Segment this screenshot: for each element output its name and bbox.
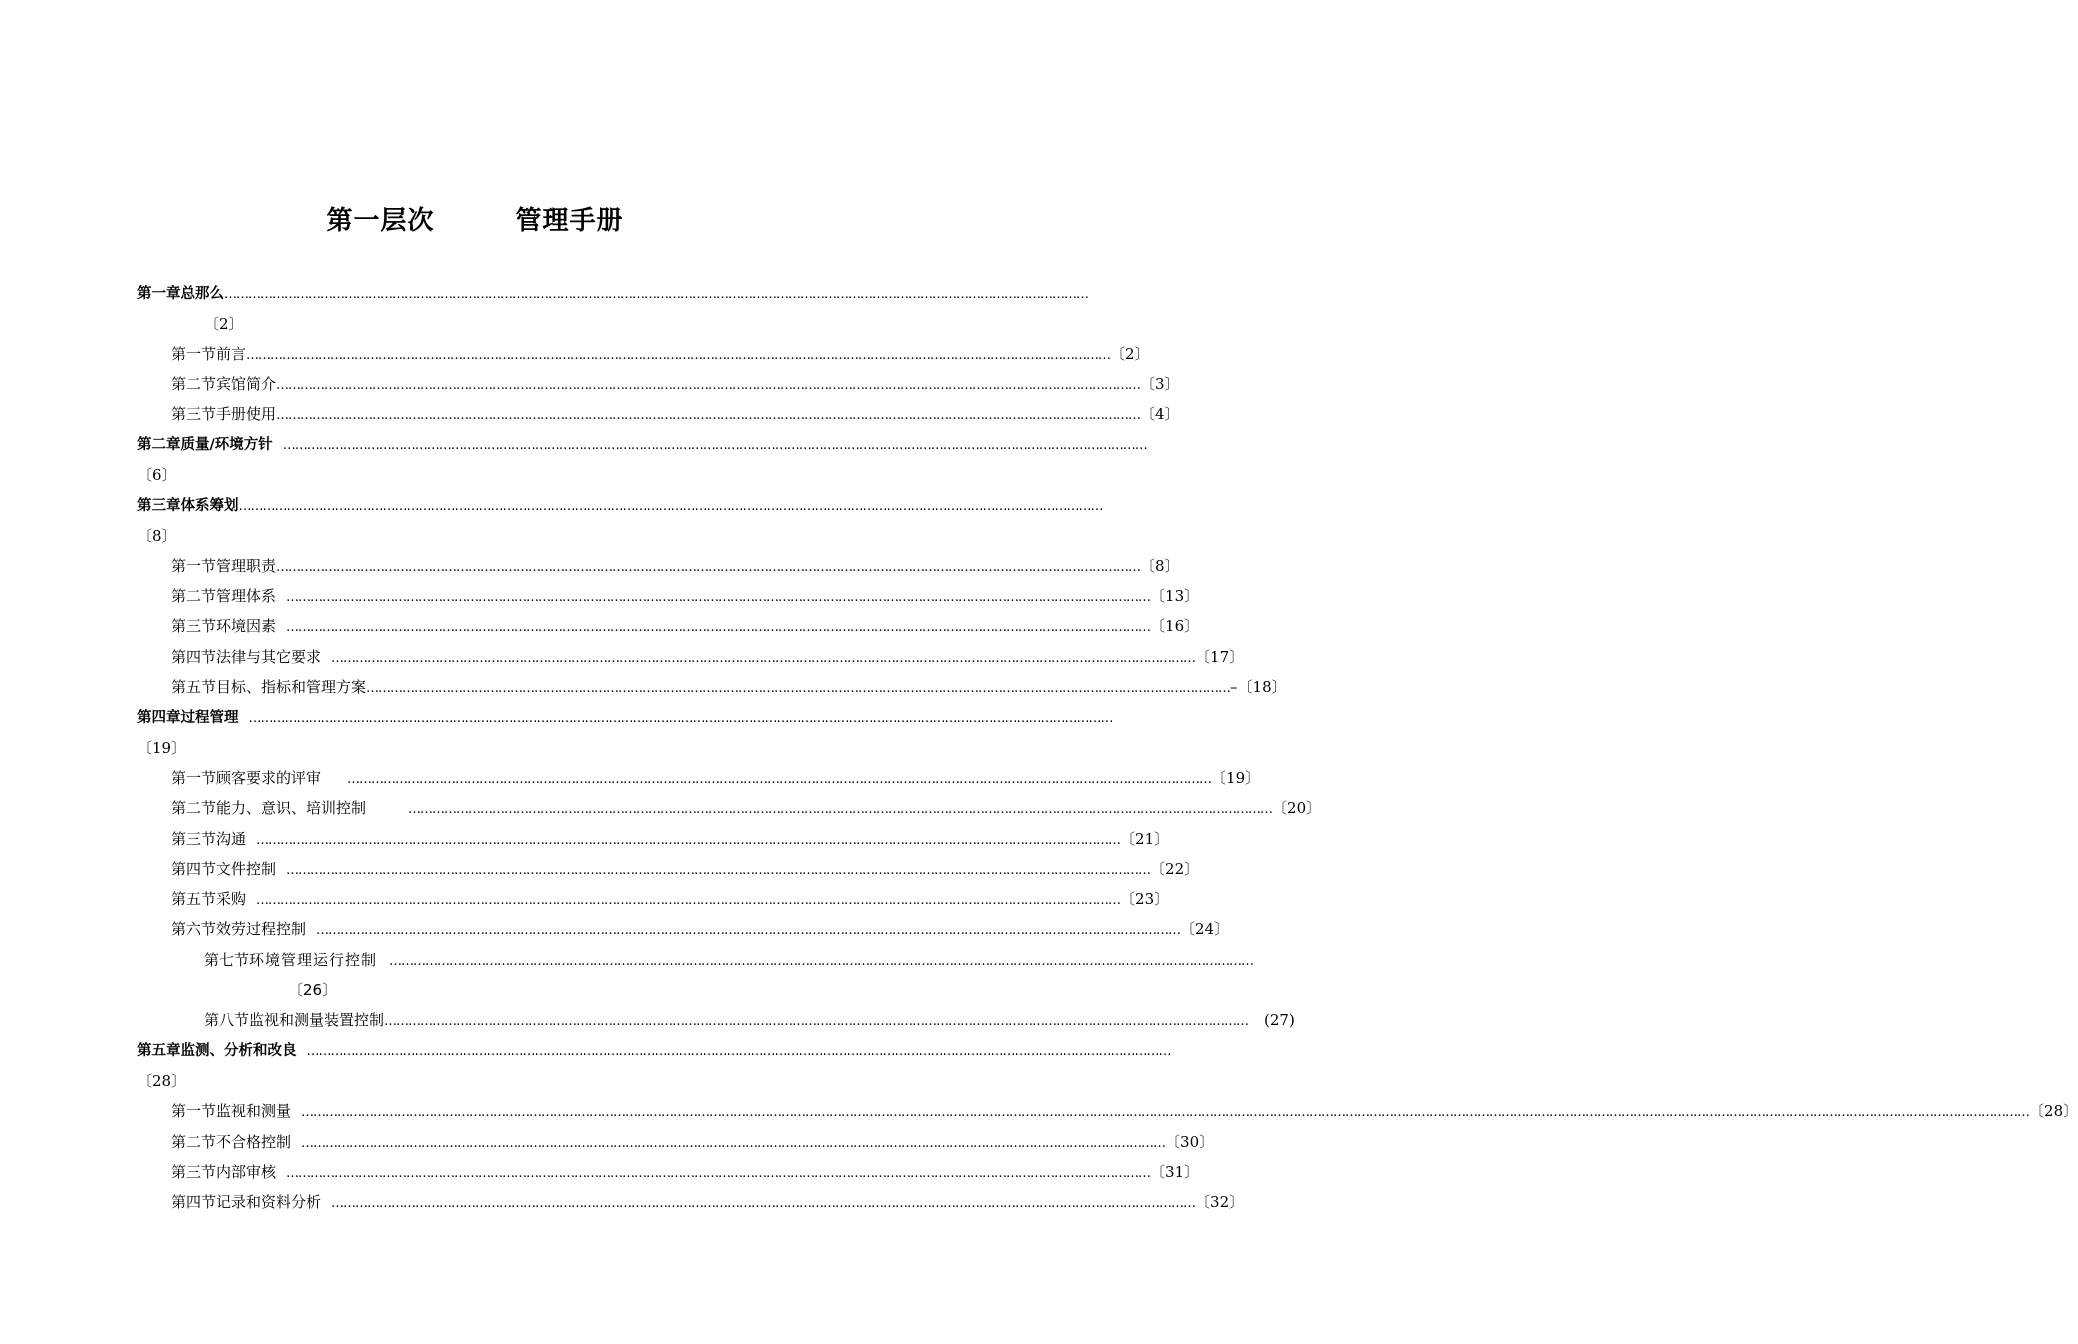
toc-section-1-1[interactable] xyxy=(171,343,1150,365)
toc-section-4-4[interactable] xyxy=(171,858,1200,880)
toc-section-4-1[interactable] xyxy=(171,767,1261,789)
section-title: 沟通 xyxy=(216,830,247,848)
toc-section-4-7[interactable] xyxy=(204,949,1254,971)
toc-section-5-1[interactable] xyxy=(171,1100,2078,1122)
chapter-number: 第四章 xyxy=(137,710,181,726)
document-title: 第一层次 管理手册 xyxy=(326,206,624,236)
toc-section-3-1[interactable] xyxy=(171,555,1180,577)
toc-section-3-2[interactable] xyxy=(171,585,1200,607)
section-number: 第四节 xyxy=(171,1193,217,1211)
chapter-title: 体系筹划 xyxy=(180,498,239,514)
section-number: 第二节 xyxy=(171,799,217,817)
toc-chapter-1[interactable] xyxy=(137,283,1088,305)
section-title: 环境管理运行控制 xyxy=(249,951,378,969)
section-number: 第三节 xyxy=(171,830,217,848)
toc-chapter-4[interactable] xyxy=(137,707,1113,729)
dot-leader: ……………………………………………………………………………………………………………………………………………………………………………………………… xyxy=(282,438,1147,453)
section-title: 法律与其它要求 xyxy=(216,648,322,666)
toc-section-4-8[interactable] xyxy=(204,1009,1295,1031)
section-number: 第四节 xyxy=(171,860,217,878)
dot-leader: ……………………………………………………………………………………………………………………………………………………………………………………………… xyxy=(238,499,1103,514)
section-title: 文件控制 xyxy=(216,860,277,878)
page-number: 〔16〕 xyxy=(1150,617,1200,635)
page-number: 〔3〕 xyxy=(1140,375,1180,393)
dot-leader: ……………………………………………………………………………………………………………………………………………………………………………………………… xyxy=(276,408,1141,423)
section-title: 管理体系 xyxy=(216,587,277,605)
page-number: 〔31〕 xyxy=(1150,1163,1200,1181)
toc-section-3-3[interactable] xyxy=(171,615,1200,637)
page-number: 〔18〕 xyxy=(1237,678,1287,696)
toc-section-4-5[interactable] xyxy=(171,888,1170,910)
toc-section-5-3[interactable] xyxy=(171,1161,1200,1183)
toc-chapter-4-page: 〔19〕 xyxy=(137,739,187,757)
section-title: 监视和测量装置控制 xyxy=(249,1011,385,1029)
section-number: 第八节 xyxy=(204,1011,250,1029)
page-number: 〔21〕 xyxy=(1120,830,1170,848)
page-number: 〔13〕 xyxy=(1150,587,1200,605)
dot-leader: ……………………………………………………………………………………………………………………………………………………………………………………………… xyxy=(224,287,1088,302)
section-number: 第一节 xyxy=(171,557,217,575)
toc-chapter-5[interactable] xyxy=(137,1040,1171,1062)
section-title: 前言 xyxy=(216,345,247,363)
chapter-number: 第三章 xyxy=(137,498,181,514)
chapter-number: 第一章 xyxy=(137,286,181,302)
page-number: 〔24〕 xyxy=(1180,920,1230,938)
section-number: 第三节 xyxy=(171,405,217,423)
page-number: 〔17〕 xyxy=(1195,648,1245,666)
section-number: 第一节 xyxy=(171,1102,217,1120)
page-number: 〔20〕 xyxy=(1272,799,1322,817)
section-title: 不合格控制 xyxy=(216,1133,292,1151)
toc-section-3-5[interactable] xyxy=(171,676,1287,698)
page-number: 〔30〕 xyxy=(1165,1133,1215,1151)
toc-section-1-2[interactable] xyxy=(171,373,1180,395)
dot-leader: ……………………………………………………………………………………………………………………………………………………………………………………………… xyxy=(246,348,1111,363)
dot-leader: ……………………………………………………………………………………………………………………………………………………………………………………………… xyxy=(301,1136,1166,1151)
dot-leader: ……………………………………………………………………………………………………………………………………………………………………………………………… xyxy=(286,620,1151,635)
page-number: (27) xyxy=(1264,1011,1295,1029)
dot-leader: ……………………………………………………………………………………………………………………………………………………………………………………………… xyxy=(276,378,1141,393)
dot-leader: ……………………………………………………………………………………………………………………………………………………………………………………………… xyxy=(301,1105,1166,1120)
dot-leader: ……………………………………………………………………………………………………………………………………………………………………………………………… xyxy=(286,590,1151,605)
toc-chapter-3-page: 〔8〕 xyxy=(137,527,177,545)
section-title: 顾客要求的评审 xyxy=(216,769,322,787)
toc-section-4-3[interactable] xyxy=(171,828,1170,850)
section-title: 采购 xyxy=(216,890,247,908)
dot-leader: ……………………………………………………………………………………………………………………………………………………………………………………………… xyxy=(384,1014,1249,1029)
section-title: 宾馆简介 xyxy=(216,375,277,393)
section-title: 记录和资料分析 xyxy=(216,1193,322,1211)
section-title: 能力、意识、培训控制 xyxy=(216,799,367,817)
dot-leader: ……………………………………………………………………………………………………………………………………………………………………………………………… xyxy=(389,954,1254,969)
section-title: 目标、指标和管理方案 xyxy=(216,678,367,696)
toc-chapter-2-page: 〔6〕 xyxy=(137,466,177,484)
toc-chapter-3[interactable] xyxy=(137,495,1103,517)
dot-leader: ……………………………………………………………………………………………………………………………………………………………………………………………… xyxy=(1165,1105,2030,1120)
section-number: 第二节 xyxy=(171,375,217,393)
section-number: 第五节 xyxy=(171,890,217,908)
chapter-number: 第二章 xyxy=(137,437,181,453)
section-title: 效劳过程控制 xyxy=(216,920,307,938)
dot-leader: ……………………………………………………………………………………………………………………………………………………………………………………………… xyxy=(306,1044,1171,1059)
page-number: 〔2〕 xyxy=(1110,345,1150,363)
dot-leader: ……………………………………………………………………………………………………………………………………………………………………………………………… xyxy=(276,560,1141,575)
section-title: 内部审核 xyxy=(216,1163,277,1181)
dot-leader: ……………………………………………………………………………………………………………………………………………………………………………………………… xyxy=(248,711,1113,726)
section-title: 监视和测量 xyxy=(216,1102,292,1120)
chapter-title: 监测、分析和改良 xyxy=(180,1043,297,1059)
section-number: 第七节 xyxy=(204,951,250,969)
page-number: 〔28〕 xyxy=(2029,1102,2078,1120)
dot-leader: ……………………………………………………………………………………………………………………………………………………………………………………………… xyxy=(256,833,1121,848)
dot-leader: ……………………………………………………………………………………………………………………………………………………………………………………………… xyxy=(256,893,1121,908)
page-number: 〔19〕 xyxy=(1211,769,1261,787)
section-title: 管理职责 xyxy=(216,557,277,575)
section-number: 第二节 xyxy=(171,587,217,605)
toc-section-3-4[interactable] xyxy=(171,646,1245,668)
section-title: 环境因素 xyxy=(216,617,277,635)
dot-leader: ……………………………………………………………………………………………………………………………………………………………………………………………… xyxy=(331,1196,1196,1211)
toc-section-5-4[interactable] xyxy=(171,1191,1245,1213)
dot-leader: ……………………………………………………………………………………………………………………………………………………………………………………………… xyxy=(286,1166,1151,1181)
section-number: 第三节 xyxy=(171,1163,217,1181)
dot-leader: ……………………………………………………………………………………………………………………………………………………………………………………………… xyxy=(366,681,1231,696)
toc-section-1-3[interactable] xyxy=(171,403,1180,425)
toc-section-5-2[interactable] xyxy=(171,1131,1215,1153)
chapter-title: 质量/环境方针 xyxy=(180,437,273,453)
chapter-title: 过程管理 xyxy=(180,710,239,726)
toc-section-4-2[interactable] xyxy=(171,797,1322,819)
page-number: 〔23〕 xyxy=(1120,890,1170,908)
section-number: 第六节 xyxy=(171,920,217,938)
dot-leader: ……………………………………………………………………………………………………………………………………………………………………………………………… xyxy=(408,802,1273,817)
chapter-number: 第五章 xyxy=(137,1043,181,1059)
section-number: 第三节 xyxy=(171,617,217,635)
page-number: 〔32〕 xyxy=(1195,1193,1245,1211)
dot-leader: ……………………………………………………………………………………………………………………………………………………………………………………………… xyxy=(347,772,1212,787)
toc-chapter-5-page: 〔28〕 xyxy=(137,1072,187,1090)
toc-section-4-6[interactable] xyxy=(171,918,1230,940)
section-number: 第一节 xyxy=(171,769,217,787)
dot-leader: ……………………………………………………………………………………………………………………………………………………………………………………………… xyxy=(331,651,1196,666)
dot-leader: ……………………………………………………………………………………………………………………………………………………………………………………………… xyxy=(286,863,1151,878)
page-number: 〔4〕 xyxy=(1140,405,1180,423)
section-number: 第二节 xyxy=(171,1133,217,1151)
leader-dash: – xyxy=(1230,678,1238,696)
page-number: 〔22〕 xyxy=(1150,860,1200,878)
section-number: 第五节 xyxy=(171,678,217,696)
toc-chapter-2[interactable] xyxy=(137,434,1147,456)
dot-leader: ……………………………………………………………………………………………………………………………………………………………………………………………… xyxy=(316,923,1181,938)
page-number: 〔8〕 xyxy=(1140,557,1180,575)
chapter-title: 总那么 xyxy=(180,286,224,302)
toc-chapter-1-page: 〔2〕 xyxy=(204,315,244,333)
section-number: 第一节 xyxy=(171,345,217,363)
toc-section-4-7-page: 〔26〕 xyxy=(288,981,338,999)
section-number: 第四节 xyxy=(171,648,217,666)
section-title: 手册使用 xyxy=(216,405,277,423)
